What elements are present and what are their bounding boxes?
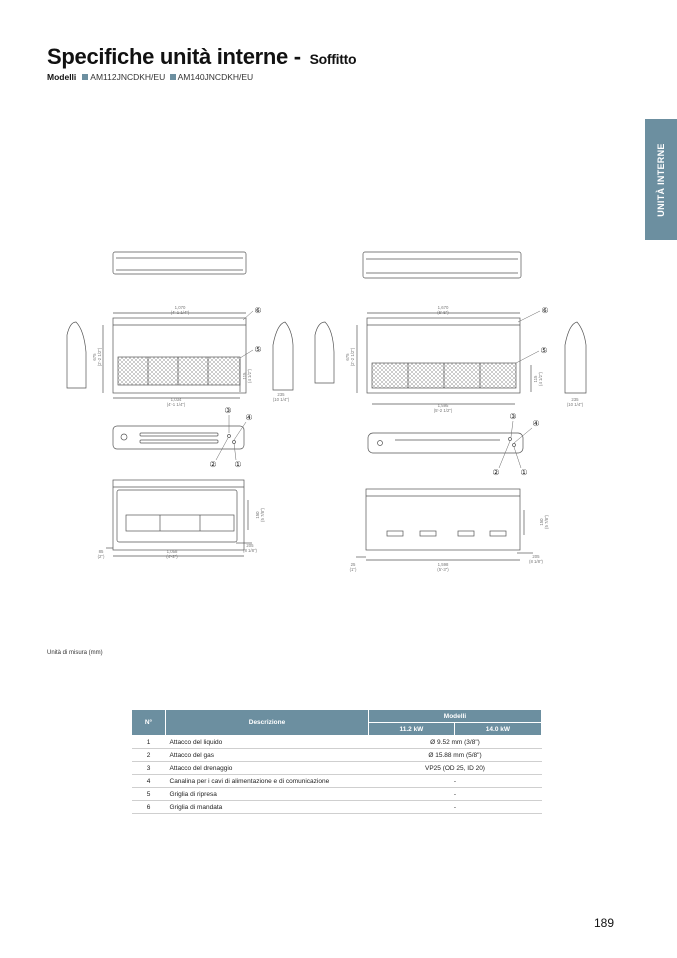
left-dim-bottom-left: 85 xyxy=(98,549,104,554)
left-callout-6: ⑥ xyxy=(254,306,262,315)
left-dim-top-width: 1,070 xyxy=(174,305,186,310)
right-callout-4: ④ xyxy=(532,419,540,428)
table-row: 4 Canalina per i cavi di alimentazione e di comunicazione - xyxy=(132,775,542,788)
left-dim-height-in: (2'-2 1/2") xyxy=(97,347,102,367)
table-row: 5 Griglia di ripresa - xyxy=(132,788,542,801)
left-dim-bottom-width-in: (4'-2") xyxy=(166,554,178,559)
left-dim-bottom-side-in: (5 7/8") xyxy=(260,508,265,522)
left-dim-bottom-side: 150 xyxy=(255,511,260,519)
right-dim-depth: 235 xyxy=(571,397,579,402)
right-dim-side-h-in: (4 1/2") xyxy=(538,372,543,386)
right-dim-bottom-left-in: (1") xyxy=(349,567,357,572)
left-dim-top-width-in: (4'-1 1/4") xyxy=(170,310,190,315)
right-dim-height: 675 xyxy=(345,353,350,361)
left-front-view xyxy=(103,313,246,398)
left-callout-3: ③ xyxy=(224,406,232,415)
right-callout-1: ① xyxy=(520,468,528,477)
right-callout-6: ⑥ xyxy=(541,306,549,315)
right-side-right xyxy=(565,322,586,393)
right-dim-bottom-right-in: (8 1/8") xyxy=(529,559,543,564)
table-row: 2 Attacco del gas Ø 15.88 mm (5/8") xyxy=(132,749,542,762)
models-label: Modelli xyxy=(47,72,77,82)
table-row: 6 Griglia di mandata - xyxy=(132,801,542,814)
side-tab-label: UNITÀ INTERNE xyxy=(656,142,666,217)
left-dim-bottom-right-in: (8 1/8") xyxy=(243,548,257,553)
right-dim-bottom-width: 1,598 xyxy=(437,562,449,567)
left-bottom-plan-view xyxy=(106,480,252,556)
right-top-view xyxy=(363,252,521,278)
table-row: 3 Attacco del drenaggio VP25 (OD 25, ID 20) xyxy=(132,762,542,775)
right-callout-2: ② xyxy=(492,468,500,477)
right-dim-bottom-width-in: (5'-3") xyxy=(437,567,449,572)
left-dim-depth: 235 xyxy=(277,392,285,397)
right-dim-bottom-side-in: (5 7/8") xyxy=(544,515,549,529)
right-dim-inner-width-in: (5'-2 1/2") xyxy=(433,408,453,413)
left-dim-bottom-width: 1,058 xyxy=(166,549,178,554)
col-header-m1: 11.2 kW xyxy=(369,723,455,736)
spec-table xyxy=(131,709,542,814)
left-top-view xyxy=(113,252,246,274)
col-header-m2: 14.0 kW xyxy=(454,723,541,736)
left-dim-height: 675 xyxy=(92,353,97,361)
col-header-n: N° xyxy=(132,710,166,736)
left-side-right xyxy=(273,322,293,390)
right-dim-top-width-in: (5'-5") xyxy=(437,310,449,315)
right-dim-inner-width: 1,595 xyxy=(437,403,449,408)
right-callout-3: ③ xyxy=(509,412,517,421)
col-header-desc: Descrizione xyxy=(166,710,369,736)
table-row: 1 Attacco del liquido Ø 9.52 mm (3/8") xyxy=(132,736,542,749)
right-front-view xyxy=(357,313,531,404)
page-title: Specifiche unità interne - Soffitto xyxy=(47,44,357,69)
left-dim-side-h-in: (4 1/2") xyxy=(247,369,252,383)
left-dim-bottom-right: 205 xyxy=(246,543,254,548)
right-dim-bottom-right: 205 xyxy=(532,554,540,559)
left-bottom-slim-view xyxy=(113,426,244,449)
left-callout-5: ⑤ xyxy=(254,345,262,354)
right-callout-5: ⑤ xyxy=(540,346,548,355)
left-dim-depth-in: (10 1/4") xyxy=(272,397,290,402)
model-1: AM112JNCDKH/EU xyxy=(90,72,166,82)
right-dim-side-h: 115 xyxy=(533,375,538,383)
left-side-left xyxy=(67,322,86,388)
page-number: 189 xyxy=(594,916,615,930)
left-dim-bottom-left-in: (2") xyxy=(97,554,105,559)
left-callout-1: ① xyxy=(234,460,242,469)
right-dim-top-width: 1,670 xyxy=(437,305,449,310)
left-dim-inner-width: 1,034 xyxy=(170,397,182,402)
right-dim-bottom-side: 150 xyxy=(539,518,544,526)
col-header-models: Modelli xyxy=(369,710,542,723)
left-callout-4: ④ xyxy=(245,413,253,422)
model-2: AM140JNCDKH/EU xyxy=(177,72,254,82)
right-side-left xyxy=(315,322,334,383)
right-dim-bottom-left: 25 xyxy=(350,562,356,567)
left-callout-2: ② xyxy=(209,460,217,469)
right-bottom-plan-view xyxy=(356,489,533,560)
left-dim-side-h: 115 xyxy=(242,372,247,380)
right-bottom-slim-view xyxy=(368,433,523,453)
right-dim-depth-in: (10 1/4") xyxy=(566,402,584,407)
left-dim-inner-width-in: (4'-1 1/4") xyxy=(166,402,186,407)
right-dim-height-in: (2'-2 1/2") xyxy=(350,347,355,367)
page-subtitle: Soffitto xyxy=(309,51,357,67)
units-note: Unità di misura (mm) xyxy=(47,650,103,656)
